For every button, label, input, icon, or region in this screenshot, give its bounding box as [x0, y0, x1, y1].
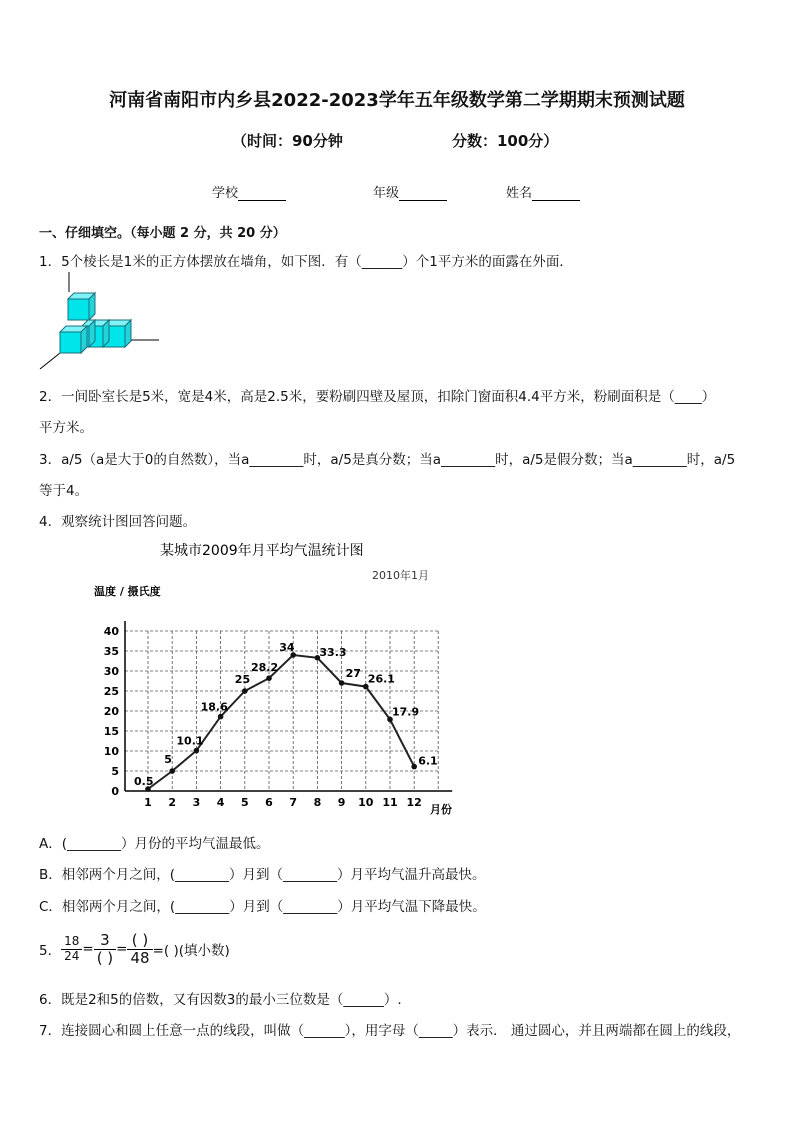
- question-3-line-1: 3．a/5（a是大于0的自然数），当a________时，a/5是真分数；当a________时，a/5是假分数；当a________时，a/5: [39, 452, 736, 468]
- name-blank[interactable]: [532, 186, 580, 201]
- data-point: [194, 748, 200, 754]
- y-tick-label: 10: [103, 745, 119, 758]
- name-field: [506, 182, 580, 201]
- y-tick-label: 5: [111, 765, 119, 778]
- data-point: [169, 768, 175, 774]
- data-label: 28.2: [251, 661, 279, 675]
- x-tick-label: 6: [265, 796, 273, 809]
- question-3-line-2: 等于4。: [39, 483, 89, 499]
- data-label: 18.6: [200, 700, 228, 714]
- data-point: [242, 688, 248, 694]
- question-7: 7．连接圆心和圆上任意一点的线段，叫做（______），用字母（_____）表示． 通过圆心，并且两端都在圆上的线段，: [39, 1023, 741, 1039]
- y-tick-label: 0: [111, 785, 119, 798]
- question-1: 1．5个棱长是1米的正方体摆放在墙角，如下图．有（______）个1平方米的面露在外面．: [39, 254, 573, 270]
- x-tick-label: 3: [192, 796, 201, 809]
- data-label: 26.1: [367, 672, 395, 686]
- x-tick-label: 10: [358, 796, 374, 809]
- y-tick-label: 20: [103, 705, 119, 718]
- data-label: 17.9: [392, 705, 420, 719]
- name-label: 姓名: [506, 186, 533, 201]
- y-tick-label: 40: [103, 625, 119, 638]
- data-label: 25: [234, 673, 251, 686]
- data-point: [266, 675, 272, 681]
- question-5: [39, 932, 230, 966]
- school-blank[interactable]: [238, 186, 286, 201]
- y-tick-label: 30: [103, 665, 119, 678]
- x-tick-label: 9: [337, 796, 346, 809]
- section-heading: 一、仔细填空。（每小题 2 分，共 20 分）: [39, 226, 286, 241]
- equals-sign-2: =: [116, 941, 128, 957]
- question-5-number: 5．: [39, 943, 62, 959]
- question-4a: A．(________）月份的平均气温最低。: [39, 836, 270, 852]
- cubes-figure: [38, 272, 163, 370]
- temperature-line-chart: [80, 535, 470, 820]
- x-tick-label: 1: [144, 796, 152, 809]
- question-4c: C．相邻两个月之间，(________）月到（________）月平均气温下降最快。: [39, 899, 486, 915]
- data-label: 0.5: [134, 775, 154, 788]
- x-tick-label: 11: [382, 796, 398, 809]
- question-6: 6．既是2和5的倍数，又有因数3的最小三位数是（______）.: [39, 992, 402, 1008]
- y-tick-label: 35: [103, 645, 119, 658]
- y-tick-label: 15: [103, 725, 119, 738]
- data-point: [339, 680, 345, 686]
- score-label: 分数：100分）: [452, 132, 559, 150]
- x-tick-label: 7: [289, 796, 298, 809]
- x-tick-label: 8: [313, 796, 322, 809]
- grade-field: [373, 182, 447, 201]
- question-4b: B．相邻两个月之间，(________）月到（________）月平均气温升高最快。: [39, 867, 486, 883]
- x-tick-label: 4: [216, 796, 225, 809]
- x-tick-label: 2: [168, 796, 177, 809]
- data-label: 6.1: [418, 754, 438, 768]
- data-label: 33.3: [319, 645, 347, 659]
- school-field: [212, 182, 286, 201]
- data-point: [411, 764, 417, 770]
- chart-title: 某城市2009年月平均气温统计图: [160, 543, 364, 559]
- fraction-3-numerator[interactable]: ( ): [127, 932, 152, 950]
- x-tick-label: 5: [240, 796, 249, 809]
- question-2-line-2: 平方米。: [39, 420, 93, 436]
- fraction-2-numerator: 3: [94, 932, 116, 950]
- question-4: 4．观察统计图回答问题。: [39, 514, 197, 530]
- fraction-1-denominator: 24: [64, 948, 80, 963]
- school-label: 学校: [212, 186, 239, 201]
- x-axis-label: 月份: [430, 803, 452, 816]
- fraction-3-blank: [94, 932, 116, 966]
- grade-blank[interactable]: [399, 186, 447, 201]
- equals-sign-1: =: [82, 941, 94, 957]
- grade-label: 年级: [373, 186, 400, 201]
- chart-date-note: 2010年1月: [372, 569, 429, 582]
- fraction-18-24: [61, 935, 82, 962]
- x-tick-label: 12: [406, 796, 422, 809]
- fraction-blank-48: [127, 932, 152, 966]
- data-point: [218, 714, 224, 720]
- data-label: 27: [345, 667, 361, 680]
- question-5-tail: =( )(填小数): [152, 943, 230, 959]
- data-label: 5: [164, 753, 172, 766]
- exam-title: 河南省南阳市内乡县2022-2023学年五年级数学第二学期期末预测试题: [109, 90, 685, 111]
- question-2-line-1: 2．一间卧室长是5米，宽是4米，高是2.5米，要粉刷四壁及屋顶，扣除门窗面积4.4平方米，粉刷面积是（____）: [39, 389, 716, 405]
- y-tick-label: 25: [103, 685, 119, 698]
- fraction-2-denominator[interactable]: ( ): [96, 948, 114, 967]
- data-label: 34: [279, 641, 295, 654]
- fraction-1-numerator: 18: [61, 935, 82, 949]
- time-label: （时间：90分钟: [232, 132, 343, 150]
- y-axis-label: 温度 / 摄氏度: [94, 585, 161, 598]
- fraction-3-denominator: 48: [130, 948, 150, 967]
- data-label: 10.1: [176, 734, 204, 748]
